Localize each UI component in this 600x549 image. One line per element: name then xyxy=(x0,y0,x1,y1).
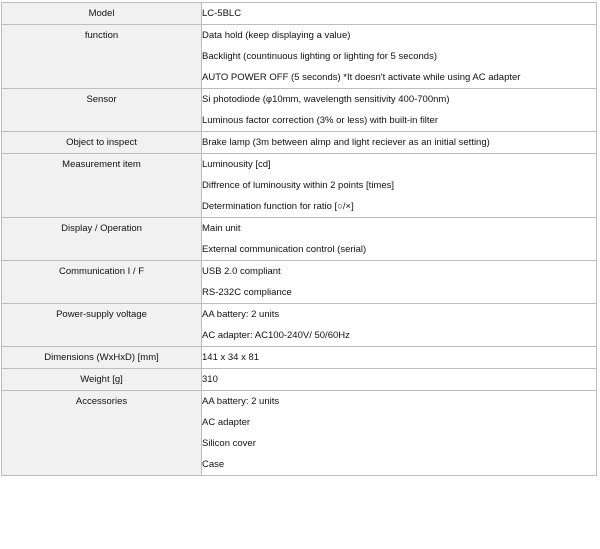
row-value: Luminousity [cd] xyxy=(202,159,271,170)
row-label-cell xyxy=(2,347,202,369)
spec-row-weight xyxy=(2,369,597,391)
row-value: Brake lamp (3m between almp and light reciever as an initial setting) xyxy=(202,137,490,148)
spec-row-communication xyxy=(2,261,597,304)
row-value: RS-232C compliance xyxy=(202,287,292,298)
row-value: Luminous factor correction (3% or less) with built-in filter xyxy=(202,115,439,126)
row-label-cell xyxy=(2,154,202,218)
row-value-cell xyxy=(202,347,597,369)
spec-row-model xyxy=(2,3,597,25)
spec-row-function xyxy=(2,25,597,89)
row-value: Case xyxy=(202,459,225,470)
row-value: Diffrence of luminousity within 2 points [times] xyxy=(202,180,395,191)
spec-row-power-supply xyxy=(2,304,597,347)
row-value-cell xyxy=(202,132,597,154)
row-label-cell xyxy=(2,261,202,304)
spec-row-object-to-inspect xyxy=(2,132,597,154)
row-value-cell xyxy=(202,369,597,391)
row-value: Determination function for ratio [○/×] xyxy=(202,201,354,212)
row-label-cell xyxy=(2,132,202,154)
row-value: AUTO POWER OFF (5 seconds) *It doesn't activate while using AC adapter xyxy=(202,72,521,83)
spec-table xyxy=(1,2,597,476)
row-label-cell xyxy=(2,218,202,261)
row-label: Accessories xyxy=(75,396,128,407)
row-label: Object to inspect xyxy=(66,137,137,148)
row-value: Data hold (keep displaying a value) xyxy=(202,30,351,41)
row-value-cell xyxy=(202,261,597,304)
row-label-cell xyxy=(2,391,202,476)
row-label-cell xyxy=(2,304,202,347)
row-label-cell xyxy=(2,89,202,132)
row-value-cell xyxy=(202,154,597,218)
row-value-cell xyxy=(202,391,597,476)
row-value: Backlight (countinuous lighting or lighting for 5 seconds) xyxy=(202,51,437,62)
row-label-cell xyxy=(2,3,202,25)
row-label: Weight [g] xyxy=(80,374,123,385)
row-value-cell xyxy=(202,218,597,261)
spec-row-display-operation xyxy=(2,218,597,261)
row-label: Communication I / F xyxy=(59,266,144,277)
row-value: AC adapter: AC100-240V/ 50/60Hz xyxy=(202,330,350,341)
row-value-cell xyxy=(202,89,597,132)
row-label: function xyxy=(84,30,119,41)
row-value: LC-5BLC xyxy=(202,8,242,19)
row-label: Power-supply voltage xyxy=(56,309,147,320)
row-label-cell xyxy=(2,25,202,89)
row-value: AC adapter xyxy=(202,417,251,428)
spec-row-measurement-item xyxy=(2,154,597,218)
row-value: Main unit xyxy=(202,223,241,234)
row-label: Display / Operation xyxy=(61,223,142,234)
row-value: 141 x 34 x 81 xyxy=(202,352,260,363)
row-value-cell xyxy=(202,3,597,25)
row-label-cell xyxy=(2,369,202,391)
row-value: Silicon cover xyxy=(202,438,256,449)
row-value: 310 xyxy=(202,374,218,385)
row-label: Model xyxy=(88,8,115,19)
row-value: USB 2.0 compliant xyxy=(202,266,281,277)
row-value: AA battery: 2 units xyxy=(202,396,280,407)
spec-row-accessories xyxy=(2,391,597,476)
row-value: AA battery: 2 units xyxy=(202,309,280,320)
row-value: Si photodiode (φ10mm, wavelength sensitivity 400-700nm) xyxy=(202,94,450,105)
row-value-cell xyxy=(202,304,597,347)
row-label: Dimensions (WxHxD) [mm] xyxy=(44,352,159,363)
spec-row-dimensions xyxy=(2,347,597,369)
row-label: Sensor xyxy=(86,94,117,105)
row-label: Measurement item xyxy=(62,159,141,170)
row-value-cell xyxy=(202,25,597,89)
row-value: External communication control (serial) xyxy=(202,244,367,255)
spec-row-sensor xyxy=(2,89,597,132)
